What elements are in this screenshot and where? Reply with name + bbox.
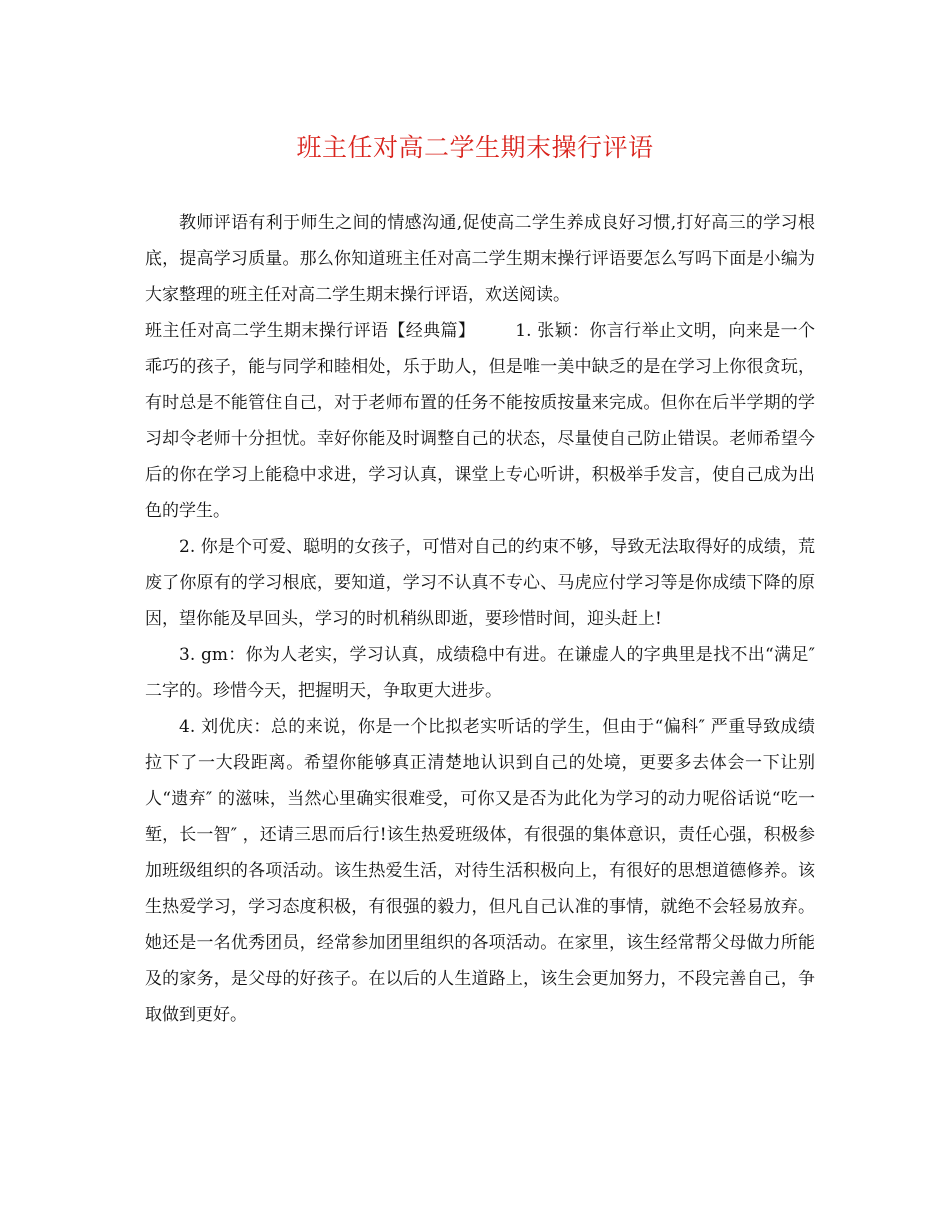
item-2-paragraph: 2. 你是个可爱、聪明的女孩子，可惜对自己的约束不够，导致无法取得好的成绩，荒废了你原有的学习根底，要知道，学习不认真不专心、马虎应付学习等是你成绩下降的原因，望你能及早回头，学习的时机稍纵即逝，要珍惜时间，迎头赶上! [145,537,815,629]
item-3-paragraph: 3. gm：你为人老实，学习认真，成绩稳中有进。在谦虚人的字典里是找不出“满足″ 二字的。珍惜今天，把握明天，争取更大进步。 [145,645,815,701]
section-heading: 班主任对高二学生期末操行评语【经典篇】 [145,321,476,341]
document-title: 班主任对高二学生期末操行评语 [296,133,654,162]
item-4-paragraph: 4. 刘优庆：总的来说，你是一个比拟老实听话的学生，但由于“偏科″ 严重导致成绩拉下了一大段距离。希望你能够真正清楚地认识到自己的处境，更要多去体会一下让别人“遗弃″ 的滋味，当然心里确实很难受，可你又是否为此化为学习的动力呢俗话说“吃一堑，长一智″ ，还请三思而后行!该生热爱班级体，有很强的集体意识，责任心强，积极参加班级组织的各项活动。该生热爱生活，对待生活积极向上，有很好的思想道德修养。该生热爱学习，学习态度积极，有很强的毅力，但凡自己认准的事情，就绝不会轻易放弃。她还是一名优秀团员，经常参加团里组织的各项活动。在家里，该生经常帮父母做力所能及的家务，是父母的好孩子。在以后的人生道路上，该生会更加努力，不段完善自己，争取做到更好。 [145,717,815,1025]
document-body [145,205,815,1033]
item-1-text: 1. 张颖：你言行举止文明，向来是一个乖巧的孩子，能与同学和睦相处，乐于助人，但是唯一美中缺乏的是在学习上你很贪玩，有时总是不能管住自己，对于老师布置的任务不能按质按量来完成。但你在后半学期的学习却令老师十分担忧。幸好你能及时调整自己的状态，尽量使自己防止错误。老师希望今后的你在学习上能稳中求进，学习认真，课堂上专心听讲，积极举手发言，使自己成为出色的学生。 [145,321,816,521]
intro-paragraph: 教师评语有利于师生之间的情感沟通,促使高二学生养成良好习惯,打好高三的学习根底，提高学习质量。那么你知道班主任对高二学生期末操行评语要怎么写吗下面是小编为大家整理的班主任对高二学生期末操行评语，欢送阅读。 [145,213,815,305]
section-paragraph [145,313,815,529]
